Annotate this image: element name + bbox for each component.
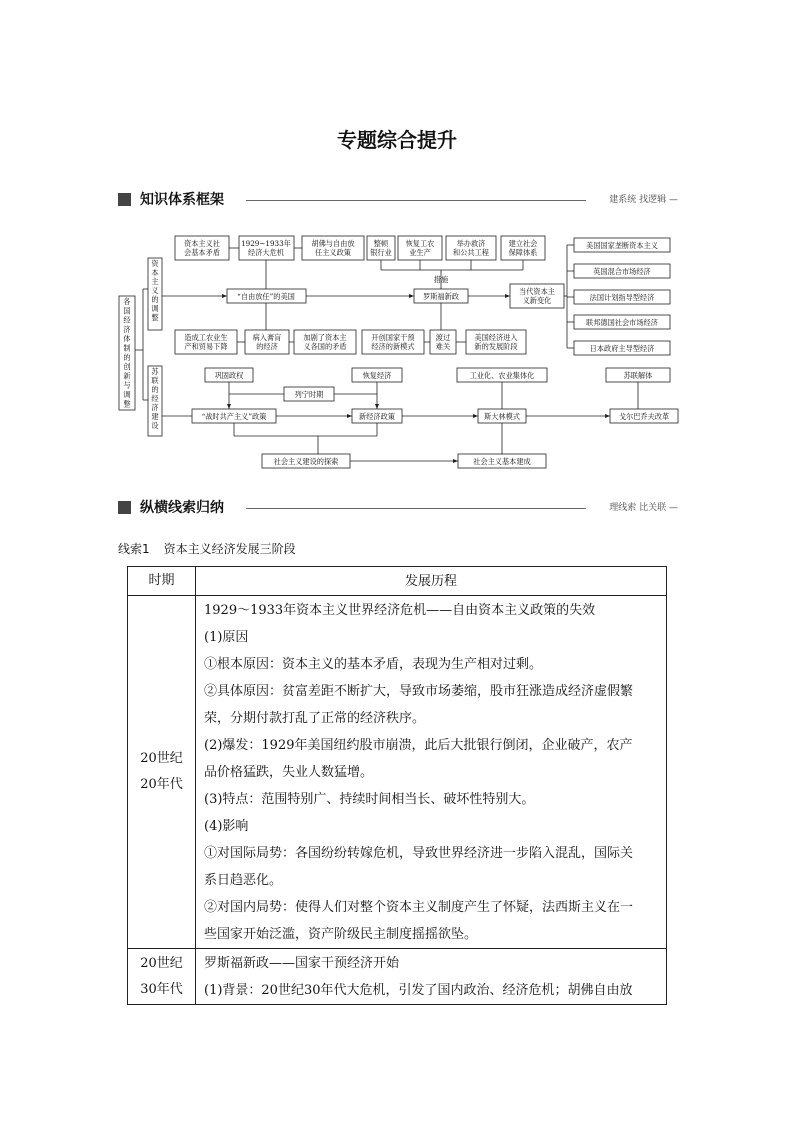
box-new-deal: 罗斯福新政 — [423, 292, 459, 301]
table-header-row — [128, 567, 667, 596]
box-exploration: 社会主义建设的探索 — [273, 457, 339, 466]
right-item: 法国计划指导型经济 — [589, 293, 655, 302]
measures-label: 措施 — [433, 275, 449, 284]
box-aggravate: 加剧了资本主义各国的矛盾 — [303, 333, 347, 351]
content-line: (3)特点：范围特别广、持续时间相当长、破坏性特别大。 — [204, 792, 535, 807]
period-line: 20年代 — [140, 777, 183, 792]
period-cell — [128, 949, 196, 1005]
table-row — [128, 596, 667, 949]
section-title: 纵横线索归纳 — [140, 500, 224, 516]
box-overcome: 渡过难关 — [435, 333, 451, 351]
branch-soviet-label: 苏联的经济建设 — [151, 367, 159, 430]
box-stalin: 斯大林模式 — [484, 412, 520, 421]
content-line: 荣，分期付款打乱了正常的经济秩序。 — [204, 711, 426, 726]
content-line: 些国家开始泛滥，资产阶级民主制度摇摇欲坠。 — [204, 927, 478, 942]
period-line: 20世纪 — [140, 751, 183, 766]
root-label: 各国经济体制的创新与调整 — [123, 297, 131, 409]
period-line: 30年代 — [140, 981, 183, 997]
content-line: ①对国际局势：各国纷纷转嫁危机，导致世界经济进一步陷入混乱，国际关 — [204, 846, 634, 861]
box-consolidate: 巩固政权 — [214, 371, 244, 380]
period-cell — [128, 596, 196, 949]
right-item: 联邦德国社会市场经济 — [586, 318, 658, 327]
divider — [246, 508, 586, 509]
section-tag: 建系统 找逻辑 — — [609, 195, 678, 205]
right-item: 美国国家垄断资本主义 — [586, 241, 658, 250]
box-lenin: 列宁时期 — [294, 390, 324, 399]
table-row — [128, 949, 667, 1005]
period-line: 20世纪 — [140, 955, 183, 971]
knowledge-diagram — [0, 0, 794, 480]
content-line: ①根本原因：资本主义的基本矛盾，表现为生产相对过剩。 — [204, 657, 543, 672]
page-title: 专题综合提升 — [337, 128, 457, 152]
clue-heading — [118, 540, 296, 557]
box-production: 恢复工农业生产 — [405, 239, 435, 257]
box-industrialization: 工业化、农业集体化 — [469, 371, 535, 380]
box-restore: 恢复经济 — [362, 371, 392, 380]
header-period: 时期 — [128, 567, 196, 596]
content-cell — [196, 596, 667, 949]
branch-capitalism-label: 资本主义的调整 — [151, 259, 159, 322]
box-contemporary: 当代资本主义新变化 — [519, 287, 555, 305]
clue-title: 资本主义经济发展三阶段 — [163, 542, 296, 556]
section-tag: 理线索 比关联 — — [609, 503, 678, 513]
content-line: 罗斯福新政——国家干预经济开始 — [204, 956, 400, 971]
content-line: 系日趋恶化。 — [204, 873, 283, 888]
content-line: (4)影响 — [204, 819, 249, 834]
content-cell — [196, 949, 667, 1005]
content-line: ②具体原因：贫富差距不断扩大，导致市场萎缩，股市狂涨造成经济虚假繁 — [204, 684, 634, 699]
box-free-us: “自由放任”的美国 — [237, 292, 295, 301]
box-dissolution: 苏联解体 — [623, 371, 653, 380]
content-line: 品价格猛跌，失业人数猛增。 — [204, 765, 374, 780]
content-line: 1929～1933年资本主义世界经济危机——自由资本主义政策的失效 — [204, 603, 596, 618]
box-decline: 造成工农业生产和贸易下降 — [184, 333, 228, 351]
section-title: 知识体系框架 — [140, 192, 224, 208]
section-square-icon — [118, 501, 131, 514]
section-header-clues — [118, 498, 678, 518]
right-item: 英国混合市场经济 — [593, 267, 651, 276]
stages-table — [127, 566, 667, 1005]
clue-number: 线索1 — [118, 542, 150, 556]
box-war-communism: “战时共产主义”政策 — [201, 412, 267, 421]
box-hoover: 胡佛与自由放任主义政策 — [311, 239, 355, 257]
box-new-stage: 美国经济进入新的发展阶段 — [474, 333, 518, 351]
box-bank: 整顿银行业 — [370, 239, 392, 257]
box-new-model: 开创国家干预经济的新模式 — [371, 333, 415, 351]
content-line: (1)原因 — [204, 630, 249, 645]
box-security: 建立社会保障体系 — [508, 239, 538, 257]
box-gorbachev: 戈尔巴乔夫改革 — [618, 412, 670, 421]
content-line: (1)背景：20世纪30年代大危机，引发了国内政治、经济危机；胡佛自由放 — [204, 983, 633, 998]
right-item: 日本政府主导型经济 — [589, 344, 655, 353]
header-process: 发展历程 — [196, 567, 667, 596]
box-nep: 新经济政策 — [359, 412, 395, 421]
box-great-depression: 1929~1933年经济大危机 — [241, 239, 291, 257]
box-relief: 举办救济和公共工程 — [453, 239, 489, 257]
box-sick-economy: 病入膏肓的经济 — [252, 333, 282, 351]
content-line: ②对国内局势：使得人们对整个资本主义制度产生了怀疑，法西斯主义在一 — [204, 900, 634, 915]
content-line: (2)爆发：1929年美国纽约股市崩溃，此后大批银行倒闭，企业破产，农产 — [204, 738, 633, 753]
box-completed: 社会主义基本建成 — [473, 457, 531, 466]
box-basic-contradiction: 资本主义社会基本矛盾 — [184, 239, 220, 257]
